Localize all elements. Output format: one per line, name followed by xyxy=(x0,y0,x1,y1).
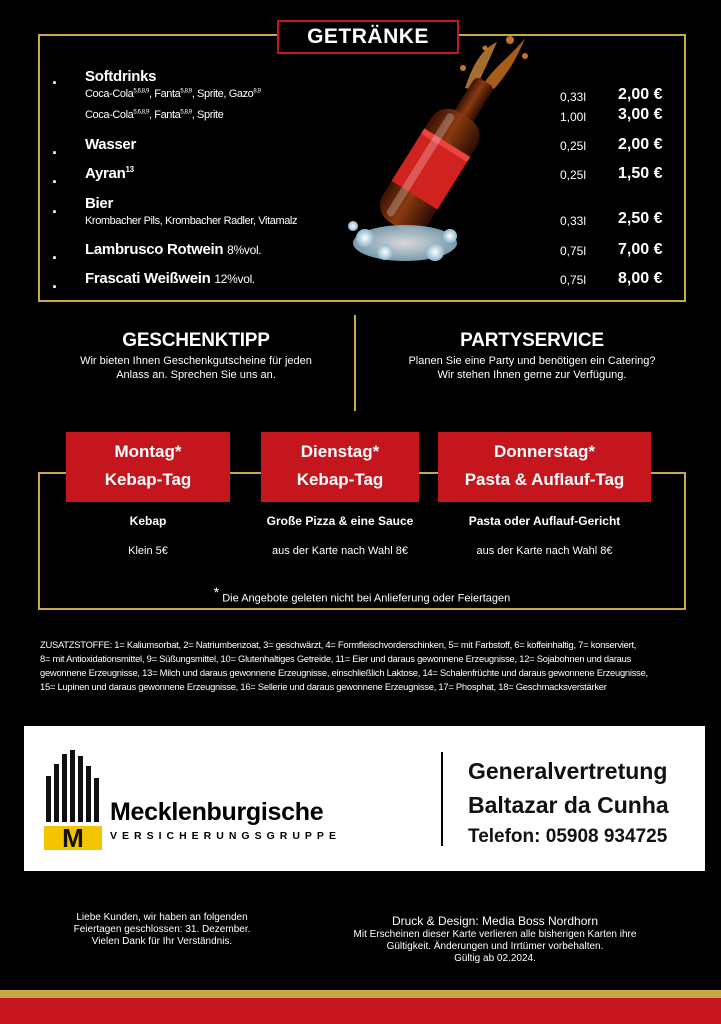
sub-sup: 5,6,8,9 xyxy=(133,109,149,116)
cola-bottle-image xyxy=(325,28,540,268)
drink-name xyxy=(85,165,134,182)
bullet: . xyxy=(52,167,58,187)
drink-size: 0,25l xyxy=(560,168,587,182)
sub-text: , Sprite xyxy=(191,109,224,121)
offer-tab-dienstag xyxy=(261,432,419,502)
party-section xyxy=(390,330,674,382)
drink-sub: Krombacher Pils, Krombacher Radler, Vitamalz xyxy=(85,215,298,227)
offer-day: Dienstag* xyxy=(300,442,380,461)
gift-title: GESCHENKTIPP xyxy=(122,330,270,351)
drink-size: 0,75l xyxy=(560,244,587,258)
holiday-line: Vielen Dank für Ihr Verständnis. xyxy=(91,936,233,947)
additives-line: gewonnene Erzeugnisse, 13= Milch und daraus gewonnene Erzeugnisse, einschließlich Laktose, 14= Schalenfrüchte und daraus gewonnene Erzeugnisse, xyxy=(40,667,648,678)
drink-note: 12%vol. xyxy=(214,272,255,286)
offers-footnote xyxy=(38,584,686,605)
offer-item: Pasta oder Auflauf-Gericht xyxy=(468,514,621,528)
sub-sup: 5,8,9 xyxy=(180,88,192,95)
drink-name xyxy=(85,241,261,258)
sub-sup: 5,8,9 xyxy=(180,109,192,116)
party-title: PARTYSERVICE xyxy=(460,330,604,351)
agent-title: Generalvertretung xyxy=(468,758,668,784)
credits-line: Gültigkeit. Änderungen und Irrtümer vorbehalten. xyxy=(386,941,604,952)
bullet: . xyxy=(52,138,58,158)
offer-day: Donnerstag* xyxy=(493,442,596,461)
credits-line: Gültig ab 02.2024. xyxy=(454,953,536,964)
gold-stripe xyxy=(0,990,721,998)
offer-theme: Pasta & Auflauf-Tag xyxy=(464,470,625,489)
red-stripe xyxy=(0,998,721,1024)
offer-tab-montag xyxy=(66,432,230,502)
drink-price: 8,00 € xyxy=(618,270,663,287)
vertical-divider xyxy=(354,315,356,411)
brand-subtitle: VERSICHERUNGSGRUPPE xyxy=(110,830,341,842)
logo-letter: M xyxy=(62,823,84,850)
offer-theme: Kebap-Tag xyxy=(296,470,384,489)
drink-name: Softdrinks xyxy=(85,68,157,85)
drink-name: Wasser xyxy=(85,136,137,153)
sub-sup: 5,6,8,9 xyxy=(133,88,149,95)
sub-text: , Sprite, Gazo xyxy=(191,88,254,100)
drink-size: 1,00l xyxy=(560,110,587,124)
credits-line: Mit Erscheinen dieser Karte verlieren alle bisherigen Karten ihre xyxy=(353,929,637,940)
drink-price: 2,50 € xyxy=(618,210,663,227)
drink-size: 0,25l xyxy=(560,139,587,153)
brand-name: Mecklenburgische xyxy=(110,798,324,826)
sub-text: Coca-Cola xyxy=(85,109,134,121)
offer-detail: aus der Karte nach Wahl 8€ xyxy=(272,545,408,557)
drink-sub xyxy=(85,109,223,121)
agent-phone: Telefon: 05908 934725 xyxy=(468,826,668,847)
additives-line: ZUSATZSTOFFE: 1= Kaliumsorbat, 2= Natriumbenzoat, 3= geschwärzt, 4= Formfleischvorderschinken, 5= mit Farbstoff, 6= koffeinhaltig, 7= konserviert, xyxy=(40,639,637,650)
drink-note: 8%vol. xyxy=(227,243,262,257)
drink-price: 3,00 € xyxy=(618,106,663,123)
offer-item: Kebap xyxy=(129,514,167,528)
footnote-star: * xyxy=(213,584,220,600)
drink-price: 1,50 € xyxy=(618,165,663,182)
bullet: . xyxy=(52,197,58,217)
gift-section xyxy=(60,330,332,382)
drink-name-text: Frascati Weißwein xyxy=(85,270,211,287)
mecklenburgische-logo xyxy=(42,750,104,850)
drink-size: 0,33l xyxy=(560,90,587,104)
drink-sup: 13 xyxy=(125,165,134,174)
credits-head: Druck & Design: Media Boss Nordhorn xyxy=(391,914,599,928)
drink-name: Bier xyxy=(85,195,113,212)
sub-text: , Fanta xyxy=(148,88,181,100)
drinks-title: GETRÄNKE xyxy=(277,20,459,54)
holiday-line: Liebe Kunden, wir haben an folgenden xyxy=(76,912,248,923)
offer-theme: Kebap-Tag xyxy=(104,470,192,489)
offer-day: Montag* xyxy=(114,442,182,461)
insurance-ad xyxy=(24,726,705,871)
additives-legend xyxy=(40,638,690,694)
party-text-2: Wir stehen Ihnen gerne zur Verfügung. xyxy=(437,369,627,381)
drink-size: 0,33l xyxy=(560,214,587,228)
gift-text-2: Anlass an. Sprechen Sie uns an. xyxy=(116,369,276,381)
offer-detail: aus der Karte nach Wahl 8€ xyxy=(476,545,613,557)
drink-price: 2,00 € xyxy=(618,86,663,103)
bullet: . xyxy=(52,243,58,263)
sub-text: , Fanta xyxy=(148,109,181,121)
footnote-text: Die Angebote geleten nicht bei Anlieferung oder Feiertagen xyxy=(222,592,511,605)
holiday-line: Feiertagen geschlossen: 31. Dezember. xyxy=(73,924,251,935)
additives-line: 15= Lupinen und daraus gewonnene Erzeugnisse, 16= Sellerie und daraus gewonnene Erzeugnisse, 17= Phosphat, 18= Geschmacksverstärker xyxy=(40,681,607,692)
drink-name-text: Ayran xyxy=(85,165,126,182)
drink-price: 7,00 € xyxy=(618,241,663,258)
ad-divider xyxy=(441,752,443,846)
offer-tab-donnerstag xyxy=(438,432,651,502)
print-credits xyxy=(340,914,650,965)
party-text-1: Planen Sie eine Party und benötigen ein Catering? xyxy=(408,355,656,367)
holiday-notice xyxy=(62,912,262,948)
sub-sup: 8,9 xyxy=(253,88,261,95)
sub-text: Coca-Cola xyxy=(85,88,134,100)
offer-item: Große Pizza & eine Sauce xyxy=(266,514,414,528)
drink-sub xyxy=(85,88,261,100)
drink-price: 2,00 € xyxy=(618,136,663,153)
additives-line: 8= mit Antioxidationsmittel, 9= Süßungsmittel, 10= Glutenhaltiges Getreide, 11= Eier und daraus gewonnene Erzeugnisse, 12= Sojabohnen und daraus xyxy=(40,653,632,664)
gift-text-1: Wir bieten Ihnen Geschenkgutscheine für jeden xyxy=(80,355,312,367)
agent-name: Baltazar da Cunha xyxy=(468,792,669,818)
drink-name-text: Lambrusco Rotwein xyxy=(85,241,224,258)
drink-size: 0,75l xyxy=(560,273,587,287)
bullet: . xyxy=(52,272,58,292)
drink-name xyxy=(85,270,255,287)
bullet: . xyxy=(52,68,58,88)
offer-detail: Klein 5€ xyxy=(128,545,168,557)
